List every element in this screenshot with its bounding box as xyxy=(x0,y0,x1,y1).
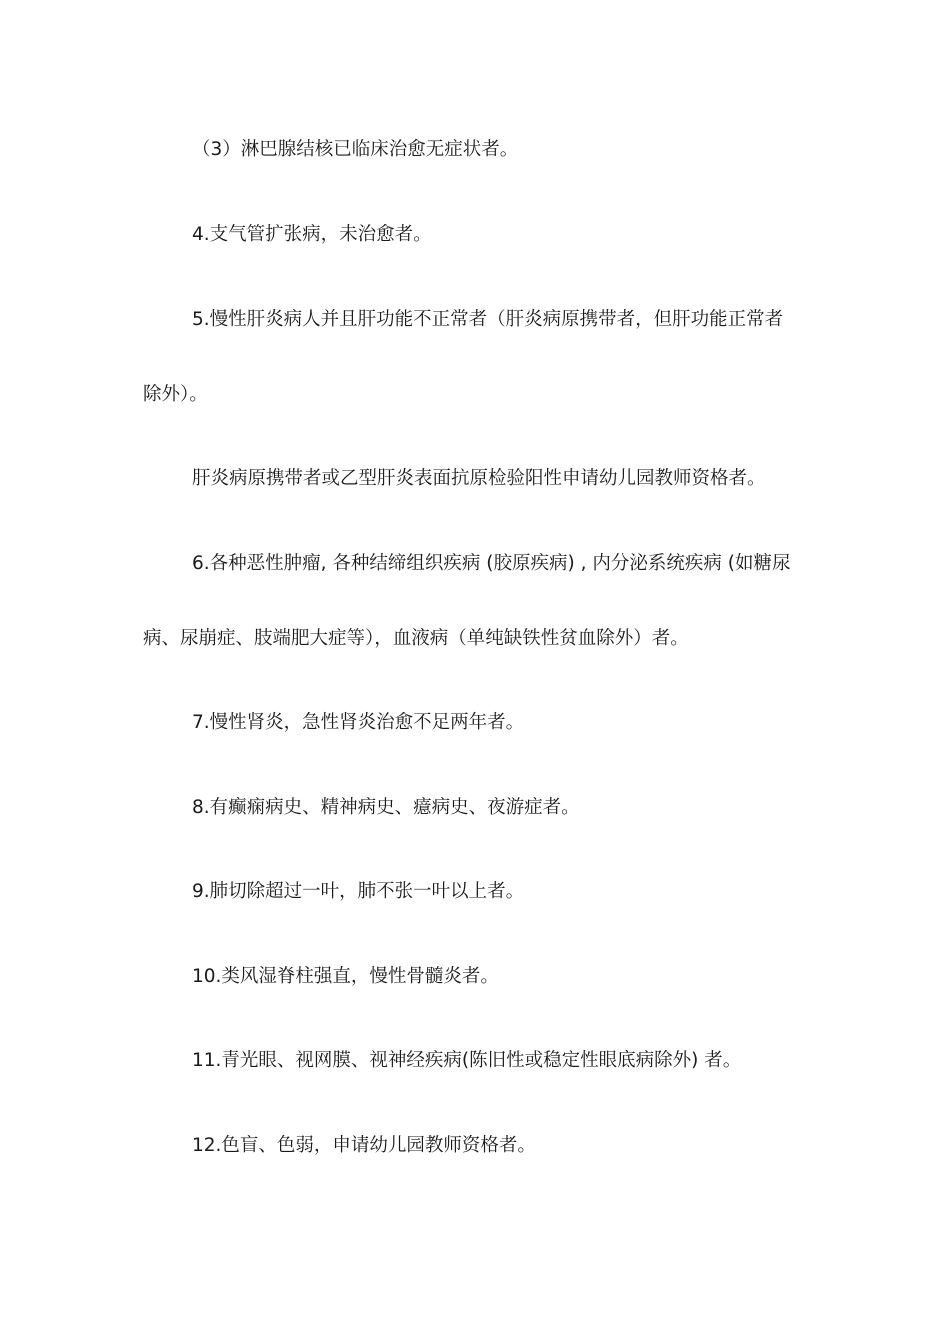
paragraph-item-7: 7.慢性肾炎，急性肾炎治愈不足两年者。 xyxy=(192,712,525,733)
paragraph-item-12: 12.色盲、色弱，申请幼儿园教师资格者。 xyxy=(192,1135,536,1156)
paragraph-item-10: 10.类风湿脊柱强直，慢性骨髓炎者。 xyxy=(192,966,499,987)
paragraph-item-3-lymph: （3）淋巴腺结核已临床治愈无症状者。 xyxy=(192,139,519,160)
paragraph-item-6-line2: 病、尿崩症、肢端肥大症等），血液病（单纯缺铁性贫血除外）者。 xyxy=(143,628,689,649)
paragraph-item-11: 11.青光眼、视网膜、视神经疾病(陈旧性或稳定性眼底病除外) 者。 xyxy=(192,1050,742,1071)
paragraph-item-4: 4.支气管扩张病，未治愈者。 xyxy=(192,224,432,245)
paragraph-item-8: 8.有癫痫病史、精神病史、癔病史、夜游症者。 xyxy=(192,797,580,818)
paragraph-item-6-line1: 6.各种恶性肿瘤, 各种结缔组织疾病 (胶原疾病) , 内分泌系统疾病 (如糖尿 xyxy=(192,553,791,574)
paragraph-item-9: 9.肺切除超过一叶，肺不张一叶以上者。 xyxy=(192,881,525,902)
paragraph-item-5-line2: 除外）。 xyxy=(143,384,208,405)
paragraph-item-5-line1: 5.慢性肝炎病人并且肝功能不正常者（肝炎病原携带者，但肝功能正常者 xyxy=(192,309,784,330)
paragraph-hepatitis-carrier: 肝炎病原携带者或乙型肝炎表面抗原检验阳性申请幼儿园教师资格者。 xyxy=(192,468,766,489)
